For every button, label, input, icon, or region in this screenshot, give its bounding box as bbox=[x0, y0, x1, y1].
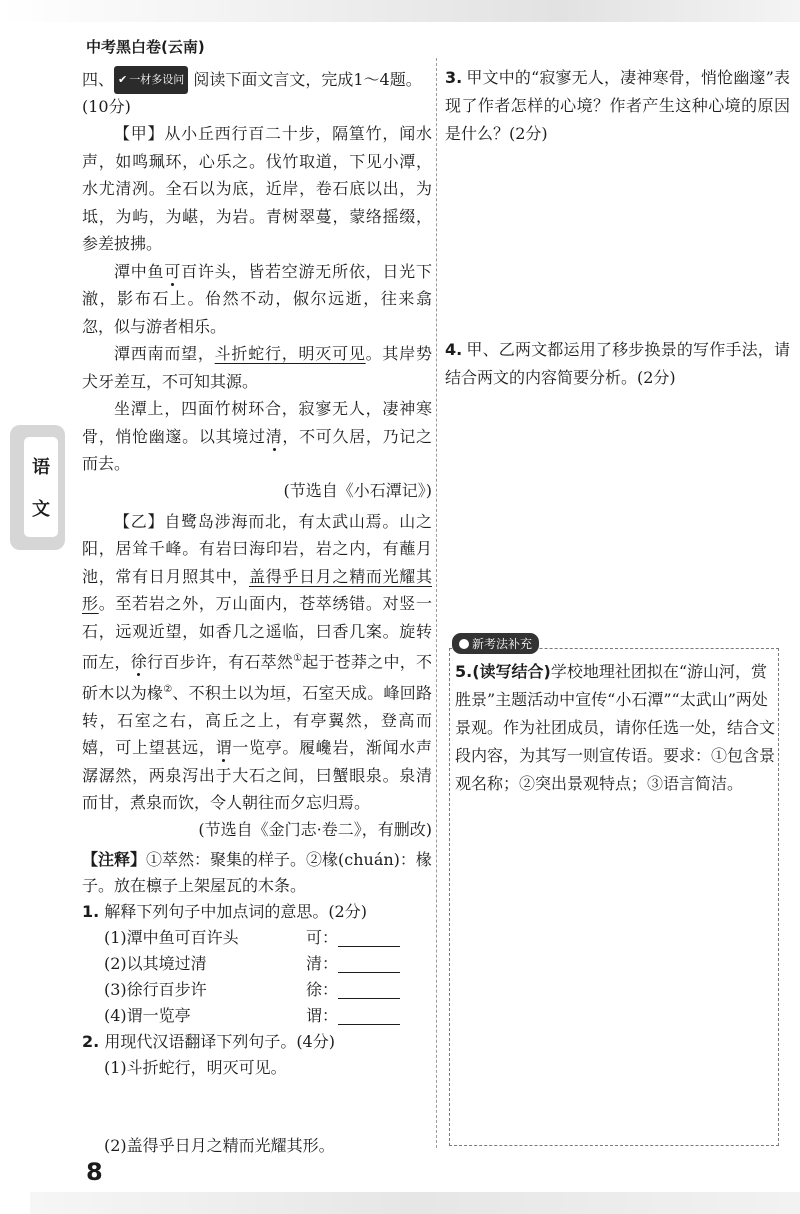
subject-tab-inner bbox=[24, 437, 58, 537]
passage-b-source: (节选自《金门志·卷二》，有删改) bbox=[198, 819, 432, 839]
q1-item-1-word: 可： bbox=[306, 927, 339, 947]
q1-item-1 bbox=[82, 925, 432, 951]
section-badge bbox=[114, 66, 188, 94]
q2-sentence-2: (2)盖得乎日月之精而光耀其形。 bbox=[104, 1135, 335, 1155]
q1-item-3-word: 徐： bbox=[306, 979, 339, 999]
subject-char-1: 语 bbox=[32, 457, 50, 478]
q3-answer-space[interactable] bbox=[445, 148, 790, 336]
q1-item-2-word: 清： bbox=[306, 953, 339, 973]
note-marker-2: ② bbox=[163, 683, 173, 695]
question-5-text: 学校地理社团拟在“游山河，赏胜景”主题活动中宣传“小石潭”“太武山”两处景观。作为社团成员，请你任选一处，结合文段内容，为其写一则宣传语。要求：①包含景观名称；②突出景观特点；③语言简洁。 bbox=[455, 662, 776, 793]
passage-b-text-3: 行百步许，有石萃然 bbox=[146, 652, 294, 672]
new-question-label bbox=[452, 633, 539, 654]
question-4-text: 甲、乙两文都运用了移步换景的写作手法，请结合两文的内容简要分析。(2分) bbox=[445, 340, 790, 387]
passage-b-text-4: 起于苍莽之中，不斫木以为椽 bbox=[82, 652, 432, 703]
question-3 bbox=[445, 64, 790, 148]
notes-text: ①萃然：聚集的样子。②椽(chuán)：椽子。放在檩子上架屋瓦的木条。 bbox=[82, 849, 432, 895]
underlined-sentence-2: 盖得乎日月之精而光耀其形 bbox=[82, 566, 432, 613]
passage-a-p2-text: 潭中鱼 bbox=[114, 261, 165, 281]
passage-b-text-5: 、不积土以为垣，石室天成。峰回路转，石室之右，高丘之上，有亭翼然，登高而嬉，可上望甚远， bbox=[82, 683, 432, 758]
question-5 bbox=[455, 658, 777, 798]
question-1-number: 1. bbox=[82, 901, 100, 921]
passage-a-p3 bbox=[82, 340, 432, 395]
question-3-text: 甲文中的“寂寥无人，凄神寒骨，悄怆幽邃”表现了作者怎样的心境？作者产生这种心境的原因是什么？(2分) bbox=[445, 68, 790, 143]
question-4-number: 4. bbox=[445, 340, 463, 359]
scan-shadow-top bbox=[0, 0, 800, 22]
passage-a-p4 bbox=[82, 395, 432, 478]
q1-item-3 bbox=[82, 977, 432, 1003]
right-column bbox=[445, 64, 790, 392]
note-marker-1: ① bbox=[293, 653, 303, 664]
passage-a-source: (节选自《小石潭记》) bbox=[283, 480, 432, 500]
passage-b-p1 bbox=[82, 508, 432, 817]
section-prefix: 四、 bbox=[82, 70, 115, 89]
q1-item-1-sentence: (1)潭中鱼可百许头 bbox=[104, 927, 239, 947]
question-4 bbox=[445, 336, 790, 392]
question-1 bbox=[82, 899, 432, 925]
passage-a-p4-text: 坐潭上，四面竹树环合，寂寥无人，凄神寒骨，悄怆幽邃。以其境过 bbox=[82, 399, 432, 446]
section-points: (10分) bbox=[82, 97, 131, 116]
dotted-word-xu: 徐 bbox=[130, 652, 147, 672]
q1-item-3-sentence: (3)徐行百步许 bbox=[104, 979, 207, 999]
question-2-number: 2. bbox=[82, 1031, 100, 1051]
notes-label: 【注释】 bbox=[82, 849, 147, 869]
passage-b-text-6: 一览亭。履巉岩，渐闻水声潺潺然，两泉泻出于大石之间，曰蟹眼泉。泉清而甘，煮泉而饮，令人朝往而夕忘归焉。 bbox=[82, 738, 432, 813]
check-icon: ✔ bbox=[118, 73, 128, 86]
passage-a-p3-text2: 。其岸势犬牙差互，不可知其源。 bbox=[82, 344, 432, 391]
passage-b-text-1: 【乙】自鹭岛涉海而北，有太武山焉。山之阳，居耸千峰。有岩曰海印岩，岩之内，有蘸月池，常有日月照其中， bbox=[82, 511, 432, 586]
question-1-text: 解释下列句子中加点词的意思。(2分) bbox=[104, 901, 367, 921]
new-question-label-text: 新考法补充 bbox=[472, 637, 533, 651]
section-badge-label: 一材多设问 bbox=[129, 73, 185, 86]
bulb-icon bbox=[459, 639, 469, 649]
dotted-word-ke: 可 bbox=[164, 261, 182, 281]
question-2-text: 用现代汉语翻译下列句子。(4分) bbox=[104, 1031, 335, 1051]
passage-a-p1: 【甲】从小丘西行百二十步，隔篁竹，闻水声，如鸣珮环，心乐之。伐竹取道，下见小潭，水尤清冽。全石以为底，近岸，卷石底以出，为坻，为屿，为嵁，为岩。青树翠蔓，蒙络摇缀，参差披拂。 bbox=[82, 124, 432, 253]
question-3-number: 3. bbox=[445, 68, 463, 87]
answer-blank-2[interactable] bbox=[338, 954, 400, 973]
q2-answer-space-1[interactable] bbox=[82, 1081, 432, 1133]
running-head: 中考黑白卷(云南) bbox=[86, 38, 205, 56]
scan-shadow-bottom bbox=[30, 1192, 800, 1214]
q1-item-4 bbox=[82, 1003, 432, 1029]
dotted-word-wei: 谓 bbox=[215, 738, 233, 758]
section-instruction: 阅读下面文言文，完成1～4题。 bbox=[193, 70, 422, 89]
q1-item-2-sentence: (2)以其境过清 bbox=[104, 953, 207, 973]
passage-a-p2-text2: 百许头，皆若空游无所依，日光下澈，影布石上。佁然不动，俶尔远逝，往来翕忽，似与游者相乐。 bbox=[82, 261, 432, 336]
subject-char-2: 文 bbox=[32, 499, 50, 520]
dotted-word-qing: 清 bbox=[265, 426, 283, 446]
q2-sentence-1: (1)斗折蛇行，明灭可见。 bbox=[104, 1057, 287, 1077]
left-column bbox=[82, 66, 432, 1159]
answer-blank-4[interactable] bbox=[338, 1006, 400, 1025]
answer-blank-3[interactable] bbox=[338, 980, 400, 999]
column-divider bbox=[436, 58, 437, 1148]
subject-tab bbox=[10, 425, 65, 550]
passage-a-p2 bbox=[82, 258, 432, 341]
question-5-number: 5. bbox=[455, 662, 473, 681]
page-number: 8 bbox=[86, 1158, 103, 1186]
passage-b-text-2: 。至若岩之外，万山面内，苍萃绣错。对竖一石，远观近望，如香几之遥临，曰香几案。旋转而左， bbox=[82, 594, 432, 672]
question-2 bbox=[82, 1029, 432, 1055]
annotation-notes bbox=[82, 847, 432, 899]
q1-item-4-sentence: (4)谓一览亭 bbox=[104, 1005, 191, 1025]
question-5-tag: (读写结合) bbox=[472, 662, 551, 681]
passage-a-p4-text2: ，不可久居，乃记之而去。 bbox=[82, 426, 432, 473]
q1-item-4-word: 谓： bbox=[306, 1005, 339, 1025]
q1-item-2 bbox=[82, 951, 432, 977]
section-title bbox=[82, 66, 432, 120]
passage-a-p3-text: 潭西南而望， bbox=[114, 344, 215, 363]
answer-blank-1[interactable] bbox=[338, 928, 400, 947]
underlined-sentence-1: 斗折蛇行，明灭可见 bbox=[214, 344, 366, 363]
